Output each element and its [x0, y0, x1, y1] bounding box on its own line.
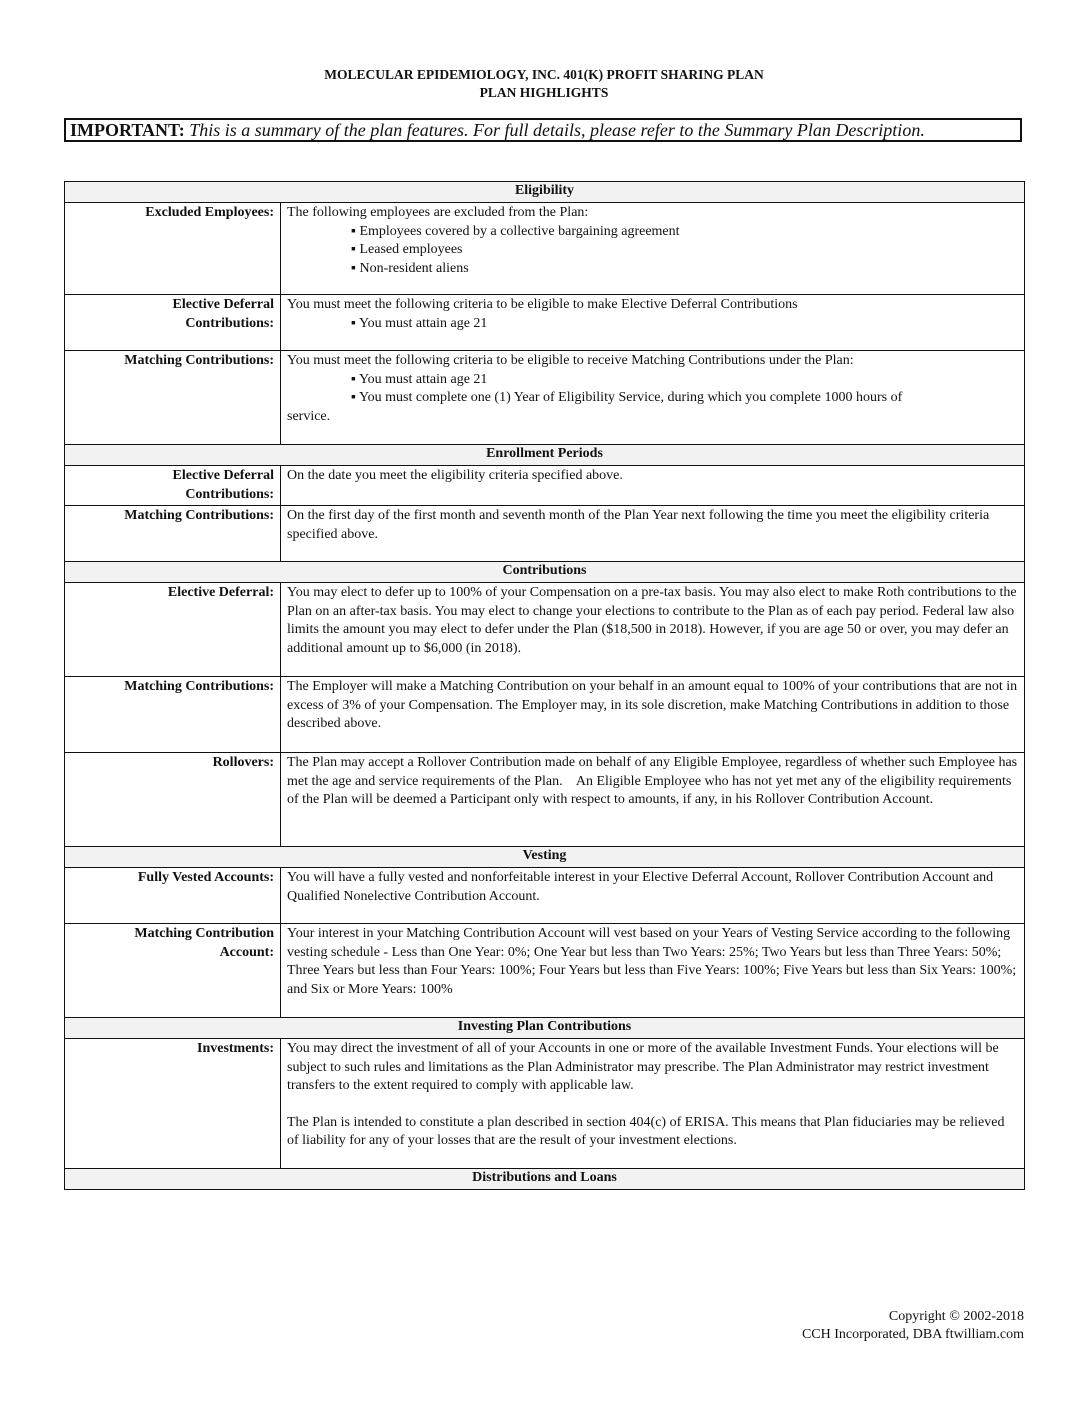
row-label: Matching Contributions:: [65, 506, 281, 562]
paragraph: You may direct the investment of all of your Accounts in one or more of the available Investment Funds. Your elections will be subject to such rules and limitations as the Plan Administrator may prescribe. The Plan Administrator may restrict investment transfers to the extent required to comply with applicable law.: [287, 1041, 999, 1093]
row-content: The Employer will make a Matching Contribution on your behalf in an amount equal to 100% of your contributions that are not in excess of 3% of your Compensation. The Employer may, in its sole discretion, make Matching Contributions in addition to those described above.: [281, 677, 1025, 753]
table-row: [65, 677, 1025, 753]
bullet-item: ▪ Leased employees: [351, 242, 463, 257]
row-label: Elective Deferral:: [65, 583, 281, 677]
paragraph: The Plan is intended to constitute a plan described in section 404(c) of ERISA. This means that Plan fiduciaries may be relieved of liability for any of your losses that are the result of your investment elections.: [287, 1114, 1005, 1148]
bullet-icon: ▪: [351, 223, 356, 239]
title-line-2: PLAN HIGHLIGHTS: [479, 85, 609, 100]
table-row: [65, 351, 1025, 445]
row-content: On the first day of the first month and seventh month of the Plan Year next following the time you meet the eligibility criteria specified above.: [281, 506, 1025, 562]
bullet-item: ▪ You must attain age 21: [351, 315, 488, 331]
copyright-line-2: CCH Incorporated, DBA ftwilliam.com: [801, 1327, 1024, 1342]
row-content: [281, 203, 1025, 295]
section-header-contributions: [65, 562, 1025, 583]
row-content: Your interest in your Matching Contribution Account will vest based on your Years of Vesting Service according to the following vesting schedule - Less than One Year: 0%; One Year but less than Two Years: 25%; Two Years but less than Three Years: 50%; Three Years but less than Four Years: 100%; Four Years but less than Five Years: 100%; Five Years but less than Six Years: 100%; and Six or More Years: 100%: [281, 924, 1025, 1018]
row-content: On the date you meet the eligibility criteria specified above.: [281, 466, 1025, 506]
plan-highlights-table: [64, 181, 1025, 1190]
bullet-item: ▪ Non-resident aliens: [351, 260, 469, 276]
copyright-footer: [802, 1308, 1024, 1344]
important-notice: [64, 118, 1022, 142]
table-row: [65, 466, 1025, 506]
section-header-investing: [65, 1018, 1025, 1039]
table-row: [65, 295, 1025, 351]
row-label: Excluded Employees:: [65, 203, 281, 295]
row-label: Matching Contribution Account:: [65, 924, 281, 1018]
row-label: Investments:: [65, 1039, 281, 1169]
document-title: [0, 66, 1088, 102]
section-header-enrollment: [65, 445, 1025, 466]
table-row: [65, 203, 1025, 295]
bullet-item: ▪ You must attain age 21: [351, 371, 488, 387]
row-label: Elective Deferral Contributions:: [65, 466, 281, 506]
table-row: [65, 753, 1025, 847]
important-label: IMPORTANT:: [70, 120, 185, 140]
row-intro: The following employees are excluded from the Plan:: [287, 205, 589, 220]
row-label: Matching Contributions:: [65, 351, 281, 445]
row-label: Matching Contributions:: [65, 677, 281, 753]
section-header-eligibility: [65, 182, 1025, 203]
row-tail: service.: [287, 408, 331, 424]
section-title: Investing Plan Contributions: [65, 1018, 1025, 1039]
bullet-item: ▪ Employees covered by a collective bargaining agreement: [351, 223, 680, 239]
row-intro: You must meet the following criteria to be eligible to make Elective Deferral Contributions: [287, 297, 798, 312]
row-content: [281, 1039, 1025, 1169]
section-title: Contributions: [65, 562, 1025, 583]
row-content: You will have a fully vested and nonforfeitable interest in your Elective Deferral Account, Rollover Contribution Account and Qualified Nonelective Contribution Account.: [281, 868, 1025, 924]
bullet-icon: ▪: [351, 371, 356, 387]
important-text: This is a summary of the plan features. For full details, please refer to the Summary Plan Description.: [189, 120, 925, 140]
row-label: Elective Deferral Contributions:: [65, 295, 281, 351]
table-row: [65, 1039, 1025, 1169]
row-intro: You must meet the following criteria to be eligible to receive Matching Contributions under the Plan:: [287, 353, 854, 368]
table-row: [65, 583, 1025, 677]
row-content: [281, 351, 1025, 445]
section-header-vesting: [65, 847, 1025, 868]
section-title: Enrollment Periods: [65, 445, 1025, 466]
section-header-distributions: [65, 1169, 1025, 1190]
row-content: The Plan may accept a Rollover Contribution made on behalf of any Eligible Employee, regardless of whether such Employee has met the age and service requirements of the Plan. An Eligible Employee who has not yet met any of the eligibility requirements of the Plan will be deemed a Participant only with respect to amounts, if any, in his Rollover Contribution Account.: [281, 753, 1025, 847]
bullet-icon: ▪: [351, 260, 356, 276]
table-row: [65, 924, 1025, 1018]
row-content: [281, 295, 1025, 351]
row-label: Rollovers:: [65, 753, 281, 847]
table-row: [65, 868, 1025, 924]
bullet-icon: ▪: [351, 315, 356, 331]
bullet-icon: ▪: [351, 390, 356, 405]
section-title: Vesting: [65, 847, 1025, 868]
copyright-line-1: Copyright © 2002-2018: [888, 1309, 1024, 1324]
title-line-1: MOLECULAR EPIDEMIOLOGY, INC. 401(K) PROFIT SHARING PLAN: [324, 67, 764, 82]
row-label: Fully Vested Accounts:: [65, 868, 281, 924]
bullet-item: ▪ You must complete one (1) Year of Eligibility Service, during which you complete 1000 hours of: [351, 390, 903, 405]
section-title: Distributions and Loans: [65, 1169, 1025, 1190]
bullet-icon: ▪: [351, 242, 356, 257]
row-content: You may elect to defer up to 100% of your Compensation on a pre-tax basis. You may also elect to make Roth contributions to the Plan on an after-tax basis. You may elect to change your elections to contribute to the Plan as of each pay period. Federal law also limits the amount you may elect to defer under the Plan ($18,500 in 2018). However, if you are age 50 or over, you may defer an additional amount up to $6,000 (in 2018).: [281, 583, 1025, 677]
table-row: [65, 506, 1025, 562]
section-title: Eligibility: [65, 182, 1025, 203]
